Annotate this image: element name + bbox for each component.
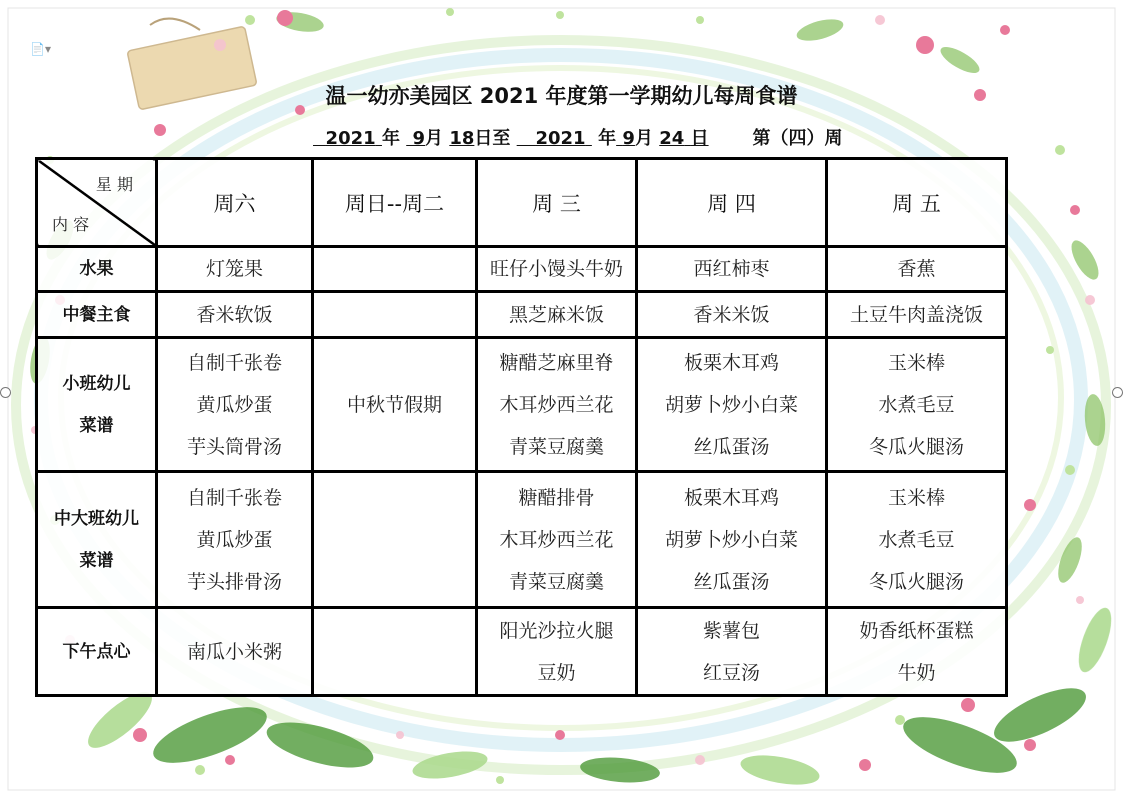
dish-item: 黄瓜炒蛋 [196, 528, 273, 551]
dish-item: 板栗木耳鸡 [683, 351, 779, 374]
menu-cell [637, 292, 827, 338]
menu-cell [637, 247, 827, 292]
menu-cell [313, 338, 477, 472]
dish-item: 水煮毛豆 [878, 528, 955, 551]
menu-cell [313, 472, 477, 608]
dish-item: 胡萝卜炒小白菜 [664, 393, 798, 416]
dish-item: 芋头排骨汤 [186, 570, 282, 593]
dish-item: 自制千张卷 [186, 351, 282, 374]
row-label-text: 菜谱 [79, 415, 114, 436]
menu-cell [827, 338, 1007, 472]
dish-item: 黑芝麻米饭 [508, 303, 604, 326]
dish-item: 土豆牛肉盖浇饭 [849, 303, 983, 326]
dish-item: 香蕉 [897, 258, 936, 280]
dish-item: 紫薯包 [702, 619, 760, 642]
day-header-fri: 周 五 [827, 159, 1007, 247]
dish-item: 板栗木耳鸡 [683, 486, 779, 509]
menu-row-fruit [37, 247, 1007, 292]
label-year-2: 年 [598, 128, 617, 149]
row-label-text: 下午点心 [62, 641, 131, 662]
row-label-cell [37, 247, 157, 292]
dish-item: 冬瓜火腿汤 [868, 435, 964, 458]
corner-label-weekday: 星 期 [95, 175, 133, 194]
label-month: 月 [425, 128, 444, 149]
menu-cell [477, 608, 637, 696]
dish-item: 冬瓜火腿汤 [868, 570, 964, 593]
dish-item: 糖醋排骨 [518, 486, 595, 509]
label-day-to: 日至 [474, 128, 511, 149]
day-header-thu: 周 四 [637, 159, 827, 247]
menu-cell [157, 292, 313, 338]
menu-cell [477, 338, 637, 472]
dish-item: 西红柿枣 [693, 258, 770, 280]
menu-cell [477, 472, 637, 608]
dish-item: 糖醋芝麻里脊 [499, 351, 614, 374]
day-header-sat: 周六 [157, 159, 313, 247]
start-month: 9 [412, 128, 426, 149]
dish-item: 灯笼果 [205, 258, 263, 280]
weekly-menu-table [35, 157, 1008, 697]
menu-row-lunch-staple [37, 292, 1007, 338]
dish-item: 豆奶 [537, 661, 576, 684]
resize-handle-left[interactable] [0, 387, 11, 398]
row-label-cell [37, 292, 157, 338]
dish-item: 红豆汤 [702, 661, 760, 684]
menu-cell [313, 608, 477, 696]
dish-item: 香米软饭 [196, 303, 273, 326]
dish-item: 奶香纸杯蛋糕 [859, 619, 974, 642]
page-title: 温一幼亦美园区 2021 年度第一学期幼儿每周食谱 [325, 84, 798, 108]
menu-cell [477, 292, 637, 338]
dish-item: 自制千张卷 [186, 486, 282, 509]
dish-item: 南瓜小米粥 [186, 640, 282, 663]
menu-cell [477, 247, 637, 292]
week-number: 第（四）周 [752, 128, 843, 149]
row-label-cell [37, 608, 157, 696]
menu-cell [313, 247, 477, 292]
row-label-text: 小班幼儿 [62, 373, 131, 394]
end-year: 2021 [535, 128, 586, 149]
menu-cell [827, 472, 1007, 608]
dish-item: 中秋节假期 [346, 393, 442, 416]
row-label-text: 水果 [79, 259, 114, 279]
dish-item: 玉米棒 [887, 486, 945, 509]
dish-item: 胡萝卜炒小白菜 [664, 528, 798, 551]
menu-cell [157, 247, 313, 292]
start-day: 18 [449, 128, 475, 149]
dish-item: 丝瓜蛋汤 [693, 435, 770, 458]
dish-item: 旺仔小馒头牛奶 [489, 258, 623, 280]
row-label-text: 中大班幼儿 [54, 508, 139, 529]
label-day: 日 [690, 128, 709, 149]
end-day: 24 [659, 128, 685, 149]
corner-label-content: 内 容 [52, 215, 90, 234]
row-label-text: 菜谱 [79, 550, 114, 571]
row-label-cell [37, 472, 157, 608]
header-row [37, 159, 1007, 247]
dish-item: 玉米棒 [887, 351, 945, 374]
corner-header-cell [37, 159, 157, 247]
menu-cell [827, 292, 1007, 338]
menu-cell [827, 608, 1007, 696]
menu-cell [637, 338, 827, 472]
menu-cell [827, 247, 1007, 292]
menu-row-afternoon-snack [37, 608, 1007, 696]
dish-item: 芋头筒骨汤 [186, 435, 282, 458]
menu-cell [637, 608, 827, 696]
row-label-cell [37, 338, 157, 472]
menu-cell [313, 292, 477, 338]
end-month: 9 [622, 128, 635, 149]
dish-item: 黄瓜炒蛋 [196, 393, 273, 416]
dish-item: 丝瓜蛋汤 [693, 570, 770, 593]
start-year: 2021 [325, 128, 376, 149]
menu-cell [157, 338, 313, 472]
dish-item: 青菜豆腐羹 [508, 570, 604, 593]
label-year: 年 [381, 128, 400, 149]
menu-row-small-class-dishes [37, 338, 1007, 472]
menu-cell [637, 472, 827, 608]
menu-cell [157, 472, 313, 608]
label-month-2: 月 [634, 128, 653, 149]
document-icon[interactable]: 📄▾ [30, 42, 51, 56]
resize-handle-right[interactable] [1112, 387, 1123, 398]
dish-item: 木耳炒西兰花 [499, 393, 614, 416]
dish-item: 阳光沙拉火腿 [499, 619, 614, 642]
menu-cell [157, 608, 313, 696]
dish-item: 水煮毛豆 [878, 393, 955, 416]
dish-item: 牛奶 [897, 661, 936, 684]
dish-item: 木耳炒西兰花 [499, 528, 614, 551]
day-header-sun-tue: 周日--周二 [313, 159, 477, 247]
dish-item: 香米米饭 [693, 303, 770, 326]
dish-item: 青菜豆腐羹 [508, 435, 604, 458]
date-range-text [313, 124, 842, 150]
day-header-wed: 周 三 [477, 159, 637, 247]
menu-row-middle-big-class-dishes [37, 472, 1007, 608]
row-label-text: 中餐主食 [62, 304, 131, 325]
